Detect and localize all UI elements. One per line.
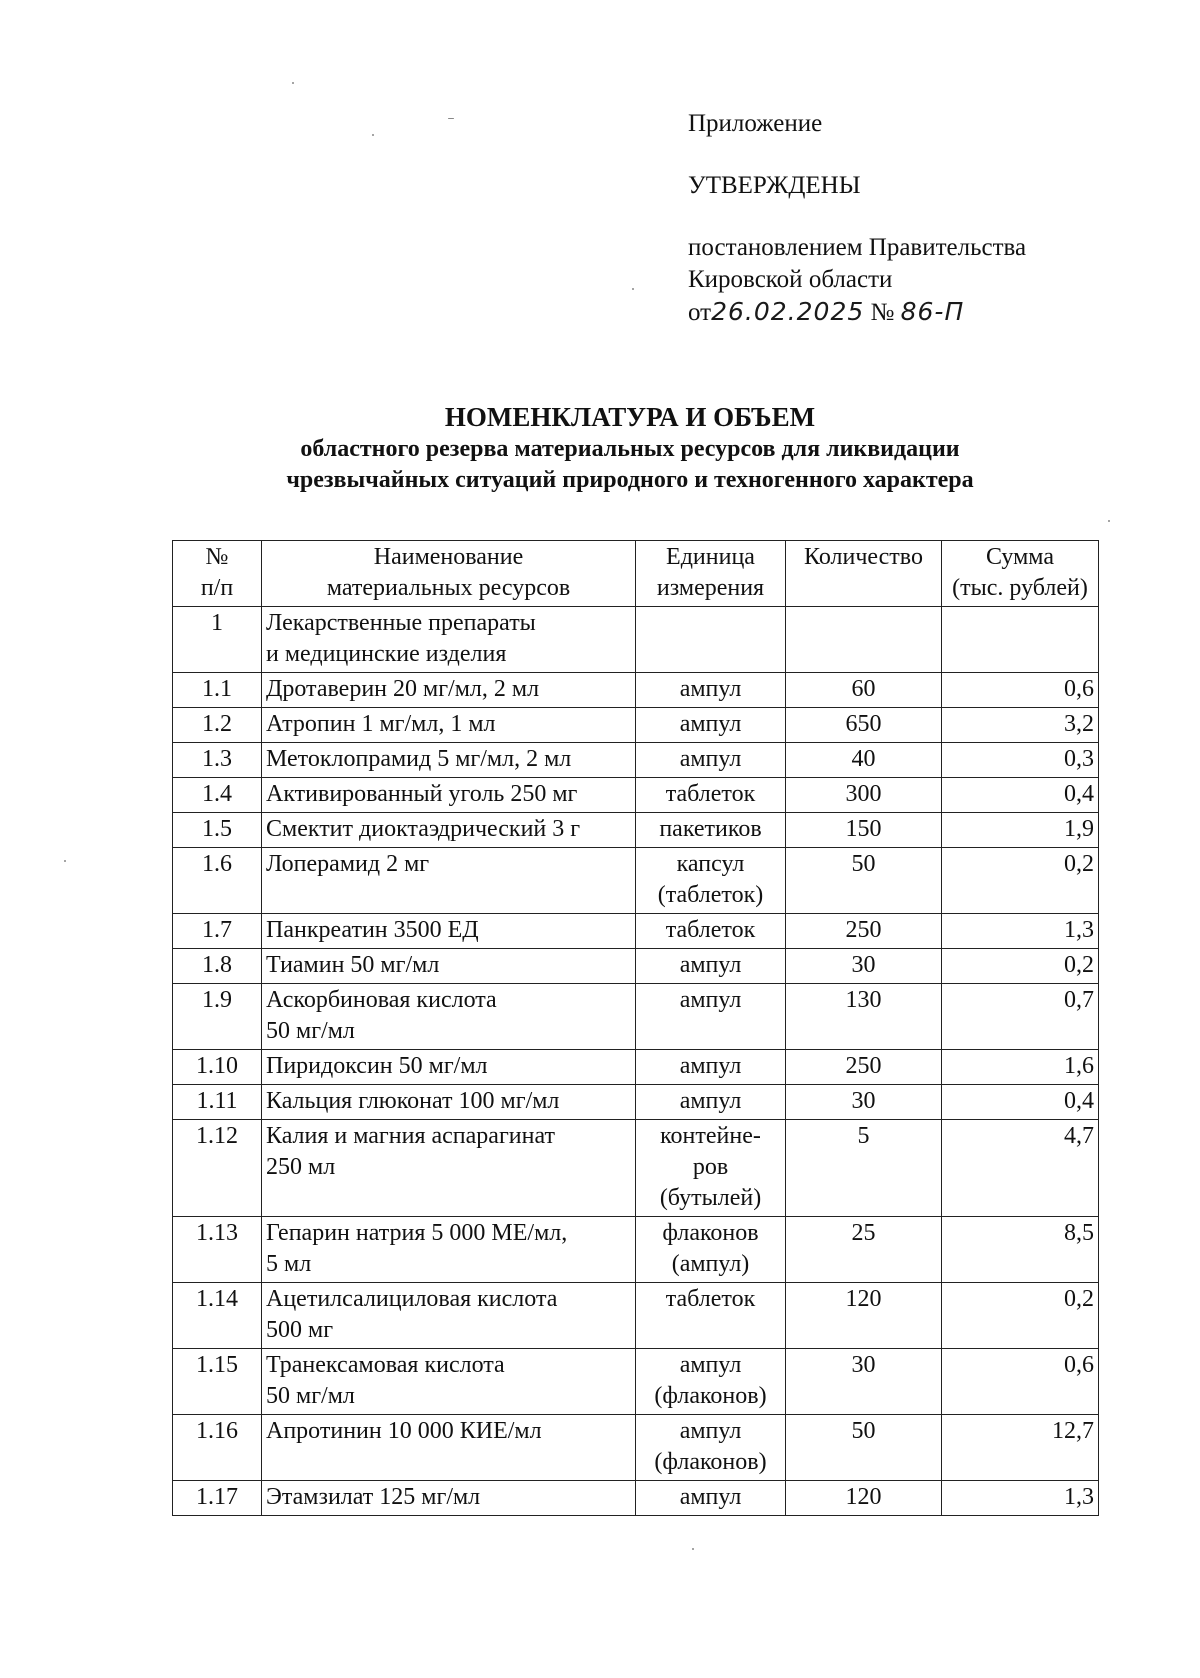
row-number-cell: 1.9 <box>173 984 262 1050</box>
unit-of-measure-cell: таблеток <box>636 778 786 813</box>
row-number-cell: 1.8 <box>173 949 262 984</box>
unit-of-measure-cell: таблеток <box>636 914 786 949</box>
resource-name-cell: Тиамин 50 мг/мл <box>262 949 636 984</box>
quantity-cell: 30 <box>786 1349 942 1415</box>
row-number-cell: 1.13 <box>173 1217 262 1283</box>
sum-thousand-rubles-cell: 0,2 <box>942 848 1099 914</box>
sum-thousand-rubles-cell: 0,2 <box>942 949 1099 984</box>
scan-speck <box>632 288 634 290</box>
date-prefix: от <box>688 299 712 326</box>
table-row <box>173 848 1099 914</box>
unit-of-measure-cell: ампул <box>636 984 786 1050</box>
quantity-cell: 130 <box>786 984 942 1050</box>
table-row <box>173 1120 1099 1217</box>
sum-thousand-rubles-cell: 0,6 <box>942 1349 1099 1415</box>
sum-thousand-rubles-cell: 1,3 <box>942 1481 1099 1516</box>
sum-thousand-rubles-cell: 0,3 <box>942 743 1099 778</box>
unit-of-measure-cell: ампул <box>636 1085 786 1120</box>
sum-thousand-rubles-cell: 0,4 <box>942 778 1099 813</box>
scan-speck <box>64 860 66 862</box>
unit-of-measure-cell: ампул <box>636 708 786 743</box>
quantity-cell: 30 <box>786 1085 942 1120</box>
resource-name-cell: Панкреатин 3500 ЕД <box>262 914 636 949</box>
table-row <box>173 1085 1099 1120</box>
unit-of-measure-cell: ампул <box>636 1050 786 1085</box>
unit-of-measure-cell: капсул (таблеток) <box>636 848 786 914</box>
quantity-cell: 250 <box>786 1050 942 1085</box>
title-subtitle-line-2: чрезвычайных ситуаций природного и техногенного характера <box>286 467 974 493</box>
table-row <box>173 1349 1099 1415</box>
resource-name-cell: Аскорбиновая кислота 50 мг/мл <box>262 984 636 1050</box>
row-number-cell: 1.15 <box>173 1349 262 1415</box>
resolution-line-1: постановлением Правительства <box>688 234 1027 261</box>
handwritten-date: 26.02.2025 <box>711 297 865 326</box>
unit-of-measure-cell: контейне- ров (бутылей) <box>636 1120 786 1217</box>
table-row <box>173 1050 1099 1085</box>
unit-of-measure-cell: флаконов (ампул) <box>636 1217 786 1283</box>
row-number-cell: 1.14 <box>173 1283 262 1349</box>
quantity-cell <box>786 607 942 673</box>
header-cell-name: Наименование материальных ресурсов <box>262 541 636 607</box>
resolution-line-2: Кировской области <box>688 266 893 293</box>
quantity-cell: 300 <box>786 778 942 813</box>
resource-name-cell: Смектит диоктаэдрический 3 г <box>262 813 636 848</box>
row-number-cell: 1.2 <box>173 708 262 743</box>
quantity-cell: 120 <box>786 1481 942 1516</box>
sum-thousand-rubles-cell: 3,2 <box>942 708 1099 743</box>
row-number-cell: 1.4 <box>173 778 262 813</box>
quantity-cell: 120 <box>786 1283 942 1349</box>
quantity-cell: 40 <box>786 743 942 778</box>
approval-header <box>688 108 1168 329</box>
unit-of-measure-cell: ампул (флаконов) <box>636 1415 786 1481</box>
sum-thousand-rubles-cell: 0,2 <box>942 1283 1099 1349</box>
table-row <box>173 1283 1099 1349</box>
table-row <box>173 813 1099 848</box>
row-number-cell: 1.16 <box>173 1415 262 1481</box>
row-number-cell: 1.3 <box>173 743 262 778</box>
unit-of-measure-cell: ампул <box>636 1481 786 1516</box>
table-row <box>173 673 1099 708</box>
row-number-cell: 1.1 <box>173 673 262 708</box>
quantity-cell: 5 <box>786 1120 942 1217</box>
resource-name-cell: Ацетилсалициловая кислота 500 мг <box>262 1283 636 1349</box>
sum-thousand-rubles-cell: 0,6 <box>942 673 1099 708</box>
quantity-cell: 50 <box>786 848 942 914</box>
unit-of-measure-cell: ампул (флаконов) <box>636 1349 786 1415</box>
quantity-cell: 650 <box>786 708 942 743</box>
sum-thousand-rubles-cell <box>942 607 1099 673</box>
table-body <box>173 607 1099 1516</box>
sum-thousand-rubles-cell: 1,3 <box>942 914 1099 949</box>
header-cell-sum: Сумма (тыс. рублей) <box>942 541 1099 607</box>
quantity-cell: 150 <box>786 813 942 848</box>
sum-thousand-rubles-cell: 8,5 <box>942 1217 1099 1283</box>
unit-of-measure-cell <box>636 607 786 673</box>
row-number-cell: 1.5 <box>173 813 262 848</box>
resource-name-cell: Метоклопрамид 5 мг/мл, 2 мл <box>262 743 636 778</box>
unit-of-measure-cell: пакетиков <box>636 813 786 848</box>
sum-thousand-rubles-cell: 0,4 <box>942 1085 1099 1120</box>
unit-of-measure-cell: ампул <box>636 949 786 984</box>
header-cell-number: № п/п <box>173 541 262 607</box>
resource-name-cell: Кальция глюконат 100 мг/мл <box>262 1085 636 1120</box>
row-number-cell: 1.11 <box>173 1085 262 1120</box>
header-cell-quantity: Количество <box>786 541 942 607</box>
scan-speck <box>292 82 294 84</box>
table-row <box>173 949 1099 984</box>
resource-name-cell: Лекарственные препараты и медицинские изделия <box>262 607 636 673</box>
quantity-cell: 25 <box>786 1217 942 1283</box>
row-number-cell: 1.17 <box>173 1481 262 1516</box>
unit-of-measure-cell: ампул <box>636 673 786 708</box>
resource-name-cell: Пиридоксин 50 мг/мл <box>262 1050 636 1085</box>
quantity-cell: 50 <box>786 1415 942 1481</box>
scan-speck <box>692 1548 694 1550</box>
row-number-cell: 1.10 <box>173 1050 262 1085</box>
table-row <box>173 607 1099 673</box>
scan-speck <box>372 134 374 136</box>
title-main: НОМЕНКЛАТУРА И ОБЪЕМ <box>444 402 816 432</box>
resolution-date-line <box>688 296 1168 329</box>
scan-speck <box>1108 520 1110 522</box>
table-header-row <box>173 541 1099 607</box>
quantity-cell: 60 <box>786 673 942 708</box>
row-number-cell: 1 <box>173 607 262 673</box>
resource-name-cell: Атропин 1 мг/мл, 1 мл <box>262 708 636 743</box>
unit-of-measure-cell: таблеток <box>636 1283 786 1349</box>
resource-name-cell: Калия и магния аспарагинат 250 мл <box>262 1120 636 1217</box>
table-row <box>173 1481 1099 1516</box>
resource-name-cell: Апротинин 10 000 КИЕ/мл <box>262 1415 636 1481</box>
document-title <box>150 400 1110 496</box>
sum-thousand-rubles-cell: 4,7 <box>942 1120 1099 1217</box>
appendix-label: Приложение <box>688 110 823 137</box>
row-number-cell: 1.12 <box>173 1120 262 1217</box>
sum-thousand-rubles-cell: 12,7 <box>942 1415 1099 1481</box>
sum-thousand-rubles-cell: 1,6 <box>942 1050 1099 1085</box>
handwritten-number: 86-П <box>900 297 965 326</box>
row-number-cell: 1.6 <box>173 848 262 914</box>
table-row <box>173 743 1099 778</box>
table-row <box>173 708 1099 743</box>
resource-name-cell: Активированный уголь 250 мг <box>262 778 636 813</box>
header-cell-unit: Единица измерения <box>636 541 786 607</box>
quantity-cell: 30 <box>786 949 942 984</box>
table-row <box>173 778 1099 813</box>
table-row <box>173 914 1099 949</box>
table-row <box>173 984 1099 1050</box>
resource-name-cell: Лоперамид 2 мг <box>262 848 636 914</box>
resource-name-cell: Дротаверин 20 мг/мл, 2 мл <box>262 673 636 708</box>
nomenclature-table <box>172 540 1099 1516</box>
sum-thousand-rubles-cell: 0,7 <box>942 984 1099 1050</box>
resource-name-cell: Гепарин натрия 5 000 МЕ/мл, 5 мл <box>262 1217 636 1283</box>
sum-thousand-rubles-cell: 1,9 <box>942 813 1099 848</box>
unit-of-measure-cell: ампул <box>636 743 786 778</box>
resource-name-cell: Транексамовая кислота 50 мг/мл <box>262 1349 636 1415</box>
approved-label: УТВЕРЖДЕНЫ <box>688 172 861 199</box>
title-subtitle-line-1: областного резерва материальных ресурсов для ликвидации <box>300 436 960 462</box>
table-row <box>173 1217 1099 1283</box>
scan-speck <box>448 118 454 119</box>
quantity-cell: 250 <box>786 914 942 949</box>
table-row <box>173 1415 1099 1481</box>
number-sign: № <box>870 299 895 326</box>
resource-name-cell: Этамзилат 125 мг/мл <box>262 1481 636 1516</box>
row-number-cell: 1.7 <box>173 914 262 949</box>
